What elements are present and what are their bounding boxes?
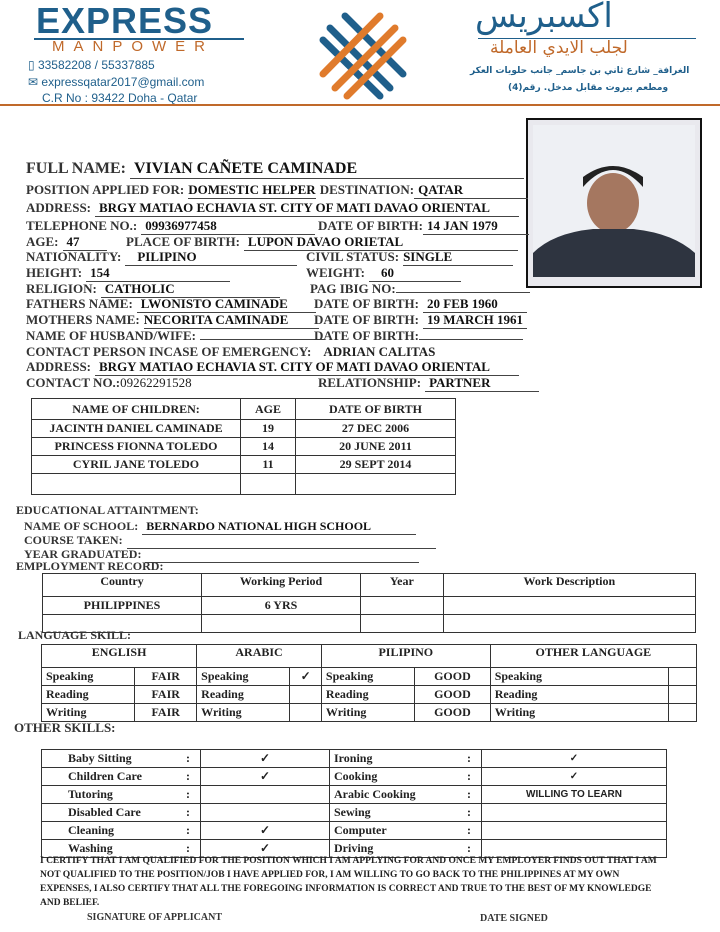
- table-row: [42, 686, 697, 704]
- table-cell: Speaking: [490, 668, 668, 686]
- table-cell: PILIPINO: [321, 645, 490, 668]
- table-row: [43, 597, 696, 615]
- language-table: [41, 644, 697, 722]
- table-cell: Speaking: [197, 668, 290, 686]
- table-cell: [361, 615, 444, 633]
- year-row: YEAR GRADUATED:: [24, 545, 419, 563]
- table-cell: FAIR: [135, 686, 197, 704]
- table-cell: WILLING TO LEARN: [482, 786, 667, 804]
- table-row: [42, 668, 697, 686]
- table-cell: :: [182, 840, 201, 858]
- spouse-dob-row: DATE OF BIRTH:: [314, 327, 523, 345]
- other-skills-table: [41, 749, 667, 858]
- table-row: [42, 768, 667, 786]
- table-row: [42, 750, 667, 768]
- table-cell: [201, 786, 330, 804]
- phone: ▯ 33582208 / 55337885: [28, 58, 155, 72]
- phone-icon: ▯: [28, 58, 38, 72]
- table-row: [42, 822, 667, 840]
- arabic-title: اكسبريس: [475, 0, 613, 36]
- table-row: [32, 456, 456, 474]
- table-cell: [290, 686, 322, 704]
- table-cell: Writing: [197, 704, 290, 722]
- table-cell: [443, 597, 695, 615]
- father-row: FATHERS NAME: LWONISTO CAMINADE: [26, 295, 316, 313]
- emergency-row: CONTACT PERSON INCASE OF EMERGENCY: ADRIAN CALITAS: [26, 344, 436, 359]
- table-cell: Ironing: [330, 750, 464, 768]
- brand-sub: MANPOWER: [52, 38, 214, 55]
- table-cell: DATE OF BIRTH: [295, 399, 455, 420]
- table-cell: PRINCESS FIONNA TOLEDO: [32, 438, 241, 456]
- table-cell: :: [463, 768, 482, 786]
- arabic-address-2: ومطعم بيروت مقابل مدخل. رقم(4): [508, 83, 669, 93]
- arabic-subtitle: لجلب الايدي العاملة: [490, 38, 628, 58]
- table-cell: ✓: [201, 840, 330, 858]
- table-row: [32, 474, 456, 495]
- full-name-row: FULL NAME: VIVIAN CAÑETE CAMINADE: [26, 160, 524, 179]
- person-photo-icon: [533, 125, 695, 277]
- relationship-row: RELATIONSHIP: PARTNER: [318, 374, 539, 392]
- emergency-address-row: ADDRESS: BRGY MATIAO ECHAVIA ST. CITY OF MATI DAVAO ORIENTAL: [26, 358, 519, 376]
- table-cell: Driving: [330, 840, 464, 858]
- table-cell: Writing: [42, 704, 135, 722]
- table-cell: Sewing: [330, 804, 464, 822]
- table-cell: [295, 474, 455, 495]
- table-cell: ✓: [201, 750, 330, 768]
- table-row: [42, 704, 697, 722]
- table-cell: [241, 474, 296, 495]
- table-cell: ENGLISH: [42, 645, 197, 668]
- table-cell: Reading: [42, 686, 135, 704]
- table-cell: CYRIL JANE TOLEDO: [32, 456, 241, 474]
- course-row: COURSE TAKEN:: [24, 531, 436, 549]
- table-cell: Country: [43, 574, 202, 597]
- mother-dob-row: DATE OF BIRTH: 19 MARCH 1961: [314, 311, 527, 329]
- table-cell: Computer: [330, 822, 464, 840]
- table-cell: :: [463, 822, 482, 840]
- table-cell: NAME OF CHILDREN:: [32, 399, 241, 420]
- table-cell: [201, 804, 330, 822]
- table-cell: [202, 615, 361, 633]
- language-title: LANGUAGE SKILL:: [18, 628, 132, 642]
- table-cell: Working Period: [202, 574, 361, 597]
- table-cell: 29 SEPT 2014: [295, 456, 455, 474]
- table-cell: ✓: [482, 768, 667, 786]
- signature-label: SIGNATURE OF APPLICANT: [87, 912, 223, 923]
- cr-number: C.R No : 93422 Doha - Qatar: [42, 91, 198, 105]
- table-cell: Speaking: [42, 668, 135, 686]
- table-cell: Reading: [490, 686, 668, 704]
- table-row: [42, 804, 667, 822]
- education-title: EDUCATIONAL ATTAINTMENT:: [16, 503, 199, 517]
- table-cell: Writing: [490, 704, 668, 722]
- table-row: [32, 420, 456, 438]
- certification-text: I CERTIFY THAT I AM QUALIFIED FOR THE POSITION WHICH I AM APPLYING FOR AND ONCE MY EMPLOYER FINDS OUT THAT I AM NOT QUALIFIED TO THE POSITION/JOB I HAVE APPLIED FOR, I AM WILLING TO GO BACK TO THE PHILIPPINES AT MY OWN EXPENSES, I ALSO CERTIFY THAT ALL THE FOREGOING INFORMATION IS CORRECT AND TRUE TO THE BEST OF MY KNOWLEDGE AND BELIEF.: [40, 856, 657, 908]
- arabic-address-1: الغرافة_ شارع ثاني بن جاسم_ جانب حلويات العكر: [470, 66, 690, 76]
- table-cell: Disabled Care: [42, 804, 183, 822]
- table-cell: Tutoring: [42, 786, 183, 804]
- table-cell: ✓: [201, 768, 330, 786]
- telephone-row: TELEPHONE NO.: 09936977458: [26, 217, 315, 235]
- table-cell: Work Description: [443, 574, 695, 597]
- brand-name: EXPRESS: [36, 0, 214, 41]
- table-cell: Cooking: [330, 768, 464, 786]
- table-cell: GOOD: [415, 668, 491, 686]
- children-table: [31, 398, 456, 495]
- mother-row: MOTHERS NAME: NECORITA CAMINADE: [26, 311, 319, 329]
- table-cell: [482, 822, 667, 840]
- table-cell: Reading: [321, 686, 414, 704]
- table-cell: :: [182, 786, 201, 804]
- table-cell: [482, 804, 667, 822]
- table-row: [43, 615, 696, 633]
- table-row: [32, 438, 456, 456]
- table-cell: Year: [361, 574, 444, 597]
- table-cell: :: [182, 822, 201, 840]
- table-cell: Reading: [197, 686, 290, 704]
- table-cell: [668, 668, 696, 686]
- table-cell: FAIR: [135, 668, 197, 686]
- table-cell: JACINTH DANIEL CAMINADE: [32, 420, 241, 438]
- table-cell: Baby Sitting: [42, 750, 183, 768]
- table-cell: :: [463, 786, 482, 804]
- table-cell: 6 YRS: [202, 597, 361, 615]
- table-cell: 19: [241, 420, 296, 438]
- table-cell: :: [463, 750, 482, 768]
- pob-row: PLACE OF BIRTH: LUPON DAVAO ORIETAL: [126, 233, 518, 251]
- employment-title: EMPLOYMENT RECORD:: [16, 559, 164, 573]
- brand-logo: [36, 0, 213, 42]
- height-row: HEIGHT: 154: [26, 264, 230, 282]
- table-cell: :: [182, 750, 201, 768]
- table-cell: ✓: [482, 750, 667, 768]
- address-row: ADDRESS: BRGY MATIAO ECHAVIA ST. CITY OF MATI DAVAO ORIENTAL: [26, 199, 519, 217]
- age-row: AGE: 47: [26, 233, 107, 251]
- email: ✉ expressqatar2017@gmail.com: [28, 75, 205, 89]
- table-cell: GOOD: [415, 686, 491, 704]
- table-cell: :: [463, 840, 482, 858]
- table-cell: Children Care: [42, 768, 183, 786]
- header-rule: [0, 104, 720, 106]
- table-cell: Washing: [42, 840, 183, 858]
- table-cell: Cleaning: [42, 822, 183, 840]
- table-cell: PHILIPPINES: [43, 597, 202, 615]
- nationality-row: NATIONALITY: PILIPINO: [26, 248, 297, 266]
- dob-row: DATE OF BIRTH: 14 JAN 1979: [318, 217, 529, 235]
- applicant-photo: [526, 118, 702, 288]
- full-name-value: VIVIAN CAÑETE CAMINADE: [130, 160, 524, 179]
- table-cell: FAIR: [135, 704, 197, 722]
- spouse-row: NAME OF HUSBAND/WIFE:: [26, 327, 324, 345]
- table-cell: GOOD: [415, 704, 491, 722]
- table-cell: Speaking: [321, 668, 414, 686]
- table-cell: [668, 686, 696, 704]
- school-row: NAME OF SCHOOL: BERNARDO NATIONAL HIGH SCHOOL: [24, 517, 416, 535]
- contact-row: CONTACT NO.:09262291528: [26, 375, 192, 390]
- table-cell: ✓: [290, 668, 322, 686]
- father-dob-row: DATE OF BIRTH: 20 FEB 1960: [314, 295, 527, 313]
- table-cell: [290, 704, 322, 722]
- table-cell: Arabic Cooking: [330, 786, 464, 804]
- religion-row: RELIGION: CATHOLIC: [26, 280, 280, 298]
- table-cell: [361, 597, 444, 615]
- civil-status-row: CIVIL STATUS: SINGLE: [306, 248, 513, 266]
- table-cell: 27 DEC 2006: [295, 420, 455, 438]
- date-signed-label: DATE SIGNED: [480, 913, 548, 924]
- table-cell: [443, 615, 695, 633]
- table-cell: AGE: [241, 399, 296, 420]
- weight-row: WEIGHT: 60: [306, 264, 461, 282]
- table-row: [42, 786, 667, 804]
- position-row: POSITION APPLIED FOR: DOMESTIC HELPER DESTINATION: QATAR: [26, 181, 528, 199]
- table-cell: ✓: [201, 822, 330, 840]
- table-cell: ARABIC: [197, 645, 322, 668]
- email-icon: ✉: [28, 75, 42, 89]
- table-cell: 14: [241, 438, 296, 456]
- table-cell: :: [182, 768, 201, 786]
- other-skills-title: OTHER SKILLS:: [14, 720, 116, 735]
- table-cell: :: [182, 804, 201, 822]
- table-cell: 11: [241, 456, 296, 474]
- table-cell: :: [463, 804, 482, 822]
- table-cell: [32, 474, 241, 495]
- knot-logo-icon: [315, 8, 410, 100]
- employment-table: [42, 573, 696, 633]
- table-cell: 20 JUNE 2011: [295, 438, 455, 456]
- table-cell: [668, 704, 696, 722]
- table-cell: Writing: [321, 704, 414, 722]
- table-cell: OTHER LANGUAGE: [490, 645, 696, 668]
- pagibig-row: PAG IBIG NO:: [310, 280, 530, 298]
